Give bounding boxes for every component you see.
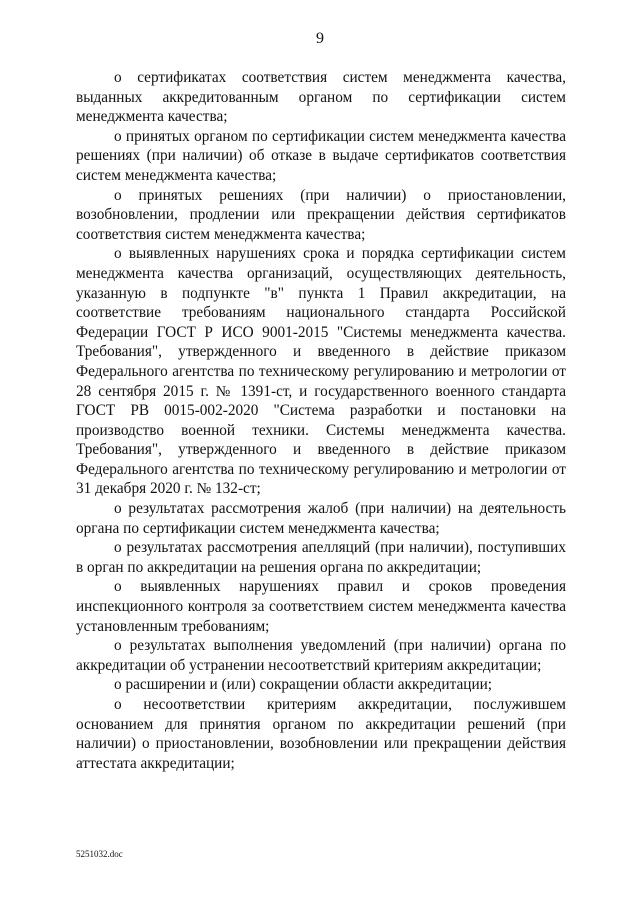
paragraph-notification-results: о результатах выполнения уведомлений (при наличии) органа по аккредитации об устранении несоответствий критериям аккредитации; (76, 637, 566, 674)
paragraph-nonconformity: о несоответствии критериям аккредитации, послужившем основанием для принятия органом по аккредитации решений (при наличии) о приостановлении, возобновлении или прекращении действия аттестата аккредитации; (76, 696, 566, 772)
paragraph-refusal-decisions: о принятых органом по сертификации систем менеджмента качества решениях (при наличии) об отказе в выдаче сертификатов соответствия систем менеджмента качества; (76, 127, 566, 184)
document-file-code: 5251032.doc (76, 849, 123, 859)
paragraph-suspension-decisions: о принятых решениях (при наличии) о приостановлении, возобновлении, продлении или прекращении действия сертификатов соответствия систем менеджмента качества; (76, 186, 566, 243)
paragraph-certification-violations: о выявленных нарушениях срока и порядка сертификации систем менеджмента качества организаций, осуществляющих деятельность, указанную в подпункте "в" пункта 1 Правил аккредитации, на соответствие требованиям национального стандарта Российской Федерации ГОСТ Р ИСО 9001-2015 "Системы менеджмента качества. Требования", утвержденного и введенного в действие приказом Федерального агентства по техническому регулированию и метрологии от 28 сентября 2015 г. № 1391-ст, и государственного военного стандарта ГОСТ РВ 0015-002-2020 "Система разработки и постановки на производство военной техники. Системы менеджмента качества. Требования", утвержденного и введенного в действие приказом Федерального агентства по техническому регулированию и метрологии от 31 декабря 2020 г. № 132-ст; (76, 245, 566, 498)
paragraph-inspection-violations: о выявленных нарушениях правил и сроков проведения инспекционного контроля за соответствием систем менеджмента качества установленным требованиям; (76, 578, 566, 635)
document-body (76, 68, 566, 773)
paragraph-appeals-results: о результатах рассмотрения апелляций (при наличии), поступивших в орган по аккредитации на решения органа по аккредитации; (76, 539, 566, 576)
paragraph-complaints-results: о результатах рассмотрения жалоб (при наличии) на деятельность органа по сертификации систем менеджмента качества; (76, 500, 566, 537)
page-number: 9 (316, 30, 324, 47)
paragraph-scope-change: о расширении и (или) сокращении области аккредитации; (114, 676, 493, 694)
paragraph-certificates-issued: о сертификатах соответствия систем менеджмента качества, выданных аккредитованным органом по сертификации систем менеджмента качества; (76, 69, 566, 126)
